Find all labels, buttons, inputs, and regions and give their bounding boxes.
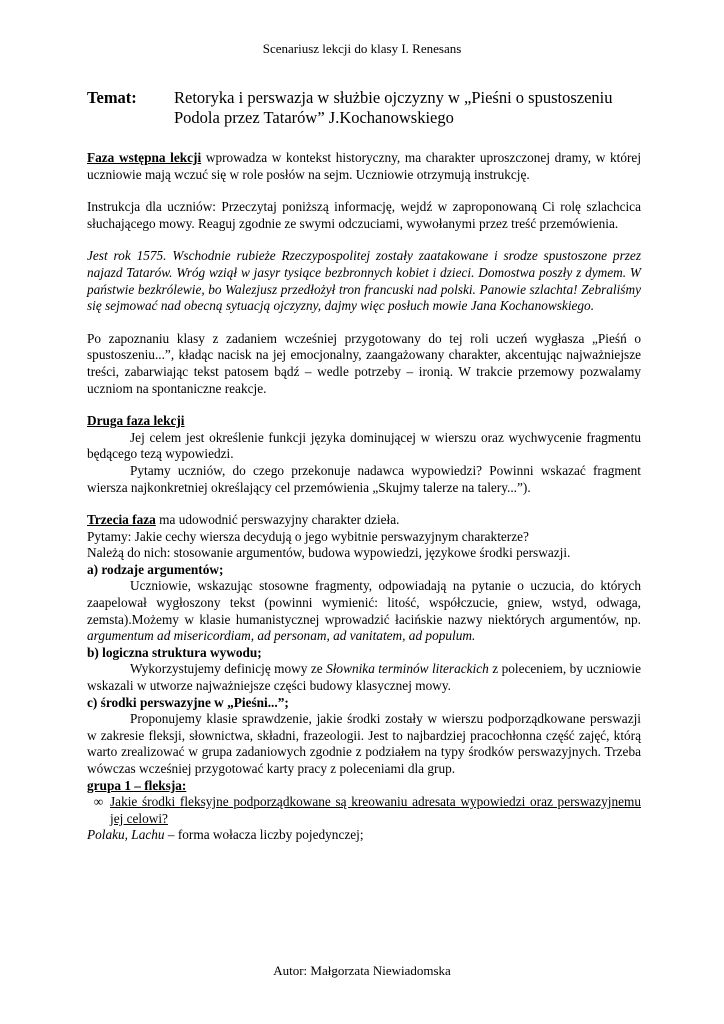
second-phase-p2: Pytamy uczniów, do czego przekonuje nadawca wypowiedzi? Powinni wskazać fragment wiersza najkonkretniej określający cel przemówienia „Skujmy talerze na talery...”).: [87, 462, 641, 495]
italic-passage: Jest rok 1575. Wschodnie rubieże Rzeczypospolitej zostały zaatakowane i srodze spustoszone przez najazd Tatarów. Wróg wziął w jasyr tysiące bezbronnych kobiet i dzieci. Domostwa poszły z dymem. W państwie bezkrólewie, bo Walezjusz przedłożył tron francuski nad polski. Panowie szlachta! Zebraliśmy się sejmować nad obecną sytuacją ojczyzny, dajmy więc posłuch mowie Jana Kochanowskiego.: [87, 248, 641, 314]
topic-block: [87, 88, 641, 128]
section-a-latin: argumentum ad misericordiam, ad personam, ad vanitatem, ad populum.: [87, 628, 476, 644]
section-b-source: Słownika terminów literackich: [326, 661, 489, 677]
third-phase-elements: Należą do nich: stosowanie argumentów, budowa wypowiedzi, językowe środki perswazji.: [87, 545, 571, 561]
page-header: Scenariusz lekcji do klasy I. Renesans: [262, 41, 462, 56]
section-b-paragraph: [87, 661, 641, 694]
section-b-title: b) logiczna struktura wywodu;: [87, 644, 262, 660]
group1-question: Jakie środki fleksyjne podporządkowane są kreowaniu adresata wypowiedzi oraz perswazyjnemu jej celowi?: [110, 794, 641, 826]
section-a-title: a) rodzaje argumentów;: [87, 561, 224, 577]
document-body: [87, 88, 641, 844]
section-b-text-after: z poleceniem, by uczniowie wskazali w utworze najważniejsze części budowy klasycznej mowy.: [87, 661, 642, 694]
group1-question-item: [87, 794, 641, 827]
group1-example-italic: Polaku, Lachu: [87, 827, 165, 843]
second-phase-title: Druga faza lekcji: [87, 413, 185, 429]
section-a-text: Uczniowie, wskazując stosowne fragmenty, odpowiadają na pytanie o uczucia, do których zaapelował wygłoszony tekst (powinni wymienić: litość, współczucie, gniew, wstyd, odwaga, zemsta).Możemy w klasie humanistycznej wprowadzić łacińskie nazwy niektórych argumentów, np.: [87, 578, 641, 627]
group1-example-rest: – forma wołacza liczby pojedynczej;: [164, 827, 364, 843]
third-phase-heading: [87, 512, 641, 529]
topic-title: Retoryka i perswazja w służbie ojczyzny w „Pieśni o spustoszeniu Podola przez Tatarów” J.Kochanowskiego: [174, 88, 613, 127]
after-passage-paragraph: Po zapoznaniu klasy z zadaniem wcześniej przygotowany do tej roli uczeń wygłasza „Pieśń o spustoszeniu...”, kładąc nacisk na jej emocjonalny, zaangażowany charakter, akcentując najważniejsze treści, zabarwiając tekst patosem bądź – wedle potrzeby – ironią. W trakcie przemowy pozwalamy uczniom na spontaniczne reakcje.: [87, 330, 641, 396]
page-footer: Autor: Małgorzata Niewiadomska: [273, 963, 451, 978]
second-phase-p1: Jej celem jest określenie funkcji języka dominującej w wierszu oraz wychwycenie fragmentu będącego tezą wypowiedzi.: [87, 429, 641, 462]
section-b-text-before: Wykorzystujemy definicję mowy ze: [130, 661, 327, 677]
group1-example: [87, 827, 641, 844]
intro-title: Faza wstępna lekcji: [87, 150, 202, 165]
third-phase-title: Trzecia faza: [87, 512, 156, 528]
intro-paragraph: [87, 150, 641, 183]
section-c-title: c) środki perswazyjne w „Pieśni...”;: [87, 694, 289, 710]
instruction-paragraph: Instrukcja dla uczniów: Przeczytaj poniższą informację, wejdź w zaproponowaną Ci rolę szlachcica słuchającego mowy. Reaguj zgodnie ze swymi odczuciami, wywołanymi przez treść przemówienia.: [87, 199, 641, 231]
topic-label: Temat:: [87, 88, 137, 107]
infinity-bullet-icon: ∞: [93, 794, 104, 810]
third-phase-title-rest: ma udowodnić perswazyjny charakter dzieła.: [155, 512, 400, 528]
group1-title: grupa 1 – fleksja:: [87, 777, 187, 793]
section-a-paragraph: [87, 578, 641, 644]
third-phase-question: Pytamy: Jakie cechy wiersza decydują o jego wybitnie perswazyjnym charakterze?: [87, 528, 529, 544]
section-c-paragraph: Proponujemy klasie sprawdzenie, jakie środki zostały w wierszu podporządkowane perswazji w zakresie fleksji, słownictwa, składni, frazeologii. Jest to najbardziej pracochłonna część zajęć, którą warto zrealizować w grupa zadaniowych zgodnie z podziałem na typy środków perswazyjnych. Trzeba wówczas wcześniej przygotować karty pracy z poleceniami dla grup.: [87, 711, 641, 776]
intro-text: wprowadza w kontekst historyczny, ma charakter uproszczonej dramy, w której uczniowie mają wczuć się w role posłów na sejm. Uczniowie otrzymują instrukcję.: [87, 150, 642, 182]
